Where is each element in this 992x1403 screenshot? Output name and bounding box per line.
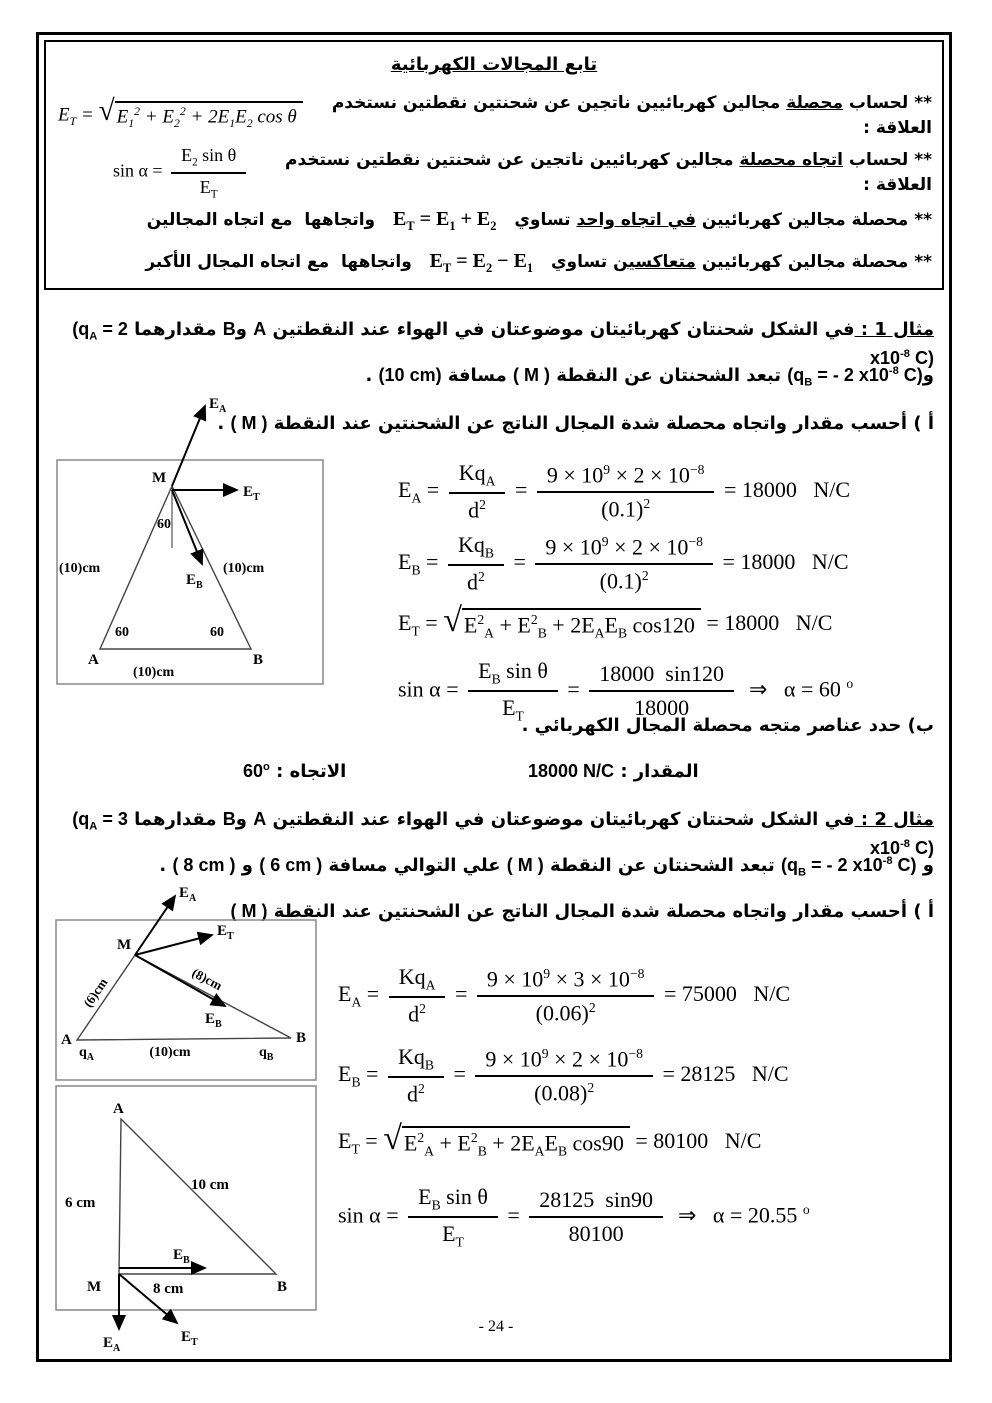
point-a-label: A (113, 1101, 124, 1117)
ex2-equation-eb: $E_B$ = $\frac{Kq_B}{d^2}$ = $\frac{9 \times 10^9 \times 2 \times 10^{-8}}{(0.08)^2}$ = 28125 N/C (338, 1044, 789, 1107)
ea-vector-label: $E_A$ (209, 396, 227, 415)
vertical-side-label: 6 cm (65, 1195, 96, 1211)
point-a-label: A (61, 1032, 72, 1048)
eb-vector-label: $E_B$ (186, 572, 203, 591)
side-bottom-label: (10)cm (133, 665, 175, 680)
ex1-equation-sina: sin α = $\frac{E_B \sin \theta}{E_T}$ = $\frac{18000 \sin 120}{18000}$ ⇒ α = 60 $^o$ (398, 658, 854, 724)
qb-charge-label: $q_B$ (259, 1045, 274, 1063)
example2-statement-line1: مثال 2 : في الشكل شحنتان كهربائيتان موضوعتان في الهواء عند النقطتين A وB مقدارهما ($q_A = 3$ $x10^{-8}$ C) (72, 809, 934, 859)
ex2-equation-sina: sin α = $\frac{E_B \sin \theta}{E_T}$ = $\frac{28125 \sin 90}{80100}$ ⇒ α = 20.55 $^o$ (338, 1184, 810, 1250)
point-a-label: A (88, 652, 99, 668)
example1-answer-magnitude: المقدار : 18000 N/C (528, 761, 699, 782)
rule-1-formula: $E_T$ = √ $E_1^2 + E_2^2 + 2E_1E_2$ cos θ (58, 101, 303, 131)
rule-opposite-direction: ** محصلة مجالين كهربائيين متعاكسين تساوي $E_T = E_2 - E_1$ واتجاهها مع اتجاه المجال الأكبر (145, 250, 932, 275)
ea-vector-label: $E_A$ (179, 885, 197, 904)
eb-vector-label: $E_B$ (205, 1011, 222, 1030)
side-left-label: (10)cm (59, 561, 101, 576)
ex1-equation-et: $E_T$ = √ $E^2_A + E^2_B + 2E_AE_B$ cos120 = 18000 N/C (398, 602, 833, 641)
side-left-label: (6)cm (80, 975, 111, 1010)
page-number: - 24 - (478, 1318, 514, 1335)
triangle-shape (119, 1119, 276, 1274)
example1-statement-line1: مثال 1 : في الشكل شحنتان كهربائيتان موضوعتان في الهواء عند النقطتين A وB مقدارهما ($q_A = 2$ $x10^{-8}$ C) (72, 319, 934, 369)
rule-same-direction: ** محصلة مجالين كهربائيين في اتجاه واحد تساوي $E_T = E_1 + E_2$ واتجاهها مع اتجاه المجالين (146, 208, 932, 233)
rule-1-text: ** لحساب محصلة مجالين كهربائيين ناتجين عن شحنتين نقطتين نستخدم العلاقة : (331, 93, 932, 138)
example2-question-a: أ ) أحسب مقدار واتجاه محصلة شدة المجال الناتج عن الشحنتين عند النقطة ( M ) (230, 901, 934, 922)
triangle-shape (77, 955, 291, 1040)
example1-diagram (55, 386, 327, 688)
field-vectors (172, 406, 237, 564)
et-vector-label: $E_T$ (181, 1329, 198, 1348)
et-vector-label: $E_T$ (243, 484, 260, 503)
rule-resultant-direction (58, 144, 932, 202)
side-bottom-label: (10)cm (149, 1045, 191, 1060)
ex1-equation-eb: $E_B$ = $\frac{Kq_B}{d^2}$ = $\frac{9 \times 10^9 \times 2 \times 10^{-8}}{(0.1)^2}$ = 18000 N/C (398, 532, 849, 595)
et-vector-label: $E_T$ (217, 923, 234, 942)
point-b-label: B (277, 1279, 288, 1295)
point-b-label: B (296, 1030, 307, 1046)
ex2-equation-ea: $E_A$ = $\frac{Kq_A}{d^2}$ = $\frac{9 \times 10^9 \times 3 \times 10^{-8}}{(0.06)^2}$ = 75000 N/C (338, 964, 791, 1027)
example2-statement-line2: و ($q_B$ = - 2 $x10^{-8}$ C) تبعد الشحنتان عن النقطة ( M ) علي التوالي مسافة ( 6 cm ) و ( 8 cm ) . (159, 855, 934, 879)
side-right-label: (8)cm (189, 964, 225, 994)
base-side-label: 8 cm (153, 1281, 184, 1297)
eb-vector-label: $E_B$ (173, 1247, 190, 1266)
hypotenuse-label: 10 cm (191, 1177, 229, 1193)
angle-a-label: 60 (115, 625, 129, 640)
page-title: تابع المجالات الكهربائية (390, 54, 598, 75)
rule-2-text: ** لحساب اتجاه محصلة مجالين كهربائيين ناتجين عن شحنتين نقطتين نستخدم العلاقة : (285, 150, 932, 195)
example1-statement-line2: $و(q_B$ = - 2 $x10^{-8}$ C) تبعد الشحنتان عن النقطة ( M ) مسافة (10 cm) . (365, 365, 934, 389)
angle-b-label: 60 (210, 625, 224, 640)
example1-question-b: ب) حدد عناصر متجه محصلة المجال الكهربائي . (521, 715, 934, 736)
rule-resultant-magnitude (58, 92, 932, 140)
ea-vector-label: $E_A$ (103, 1335, 121, 1354)
side-right-label: (10)cm (223, 561, 265, 576)
qa-charge-label: $q_A$ (79, 1045, 95, 1063)
point-m-label: M (87, 1279, 102, 1295)
ex1-equation-ea: $E_A$ = $\frac{Kq_A}{d^2}$ = $\frac{9 \times 10^9 \times 2 \times 10^{-8}}{(0.1)^2}$ = 18000 N/C (398, 460, 851, 523)
example1-question-a: أ ) أحسب مقدار واتجاه محصلة شدة المجال الناتج عن الشحنتين عند النقطة ( M ) . (217, 413, 934, 434)
point-m-label: M (117, 937, 132, 953)
ex2-equation-et: $E_T$ = √ $E^2_A + E^2_B + 2E_AE_B$ cos90 = 80100 N/C (338, 1120, 762, 1159)
angle-m-label: 60 (157, 517, 171, 532)
example1-answer-direction: الاتجاه : 60$^o$ (243, 761, 347, 782)
example2-diagram-triangle (55, 883, 327, 1093)
point-b-label: B (253, 652, 264, 668)
point-m-label: M (152, 470, 167, 486)
rule-2-formula: sin α = $\frac{E_2 \sin \theta}{E_T}$ (113, 145, 250, 200)
